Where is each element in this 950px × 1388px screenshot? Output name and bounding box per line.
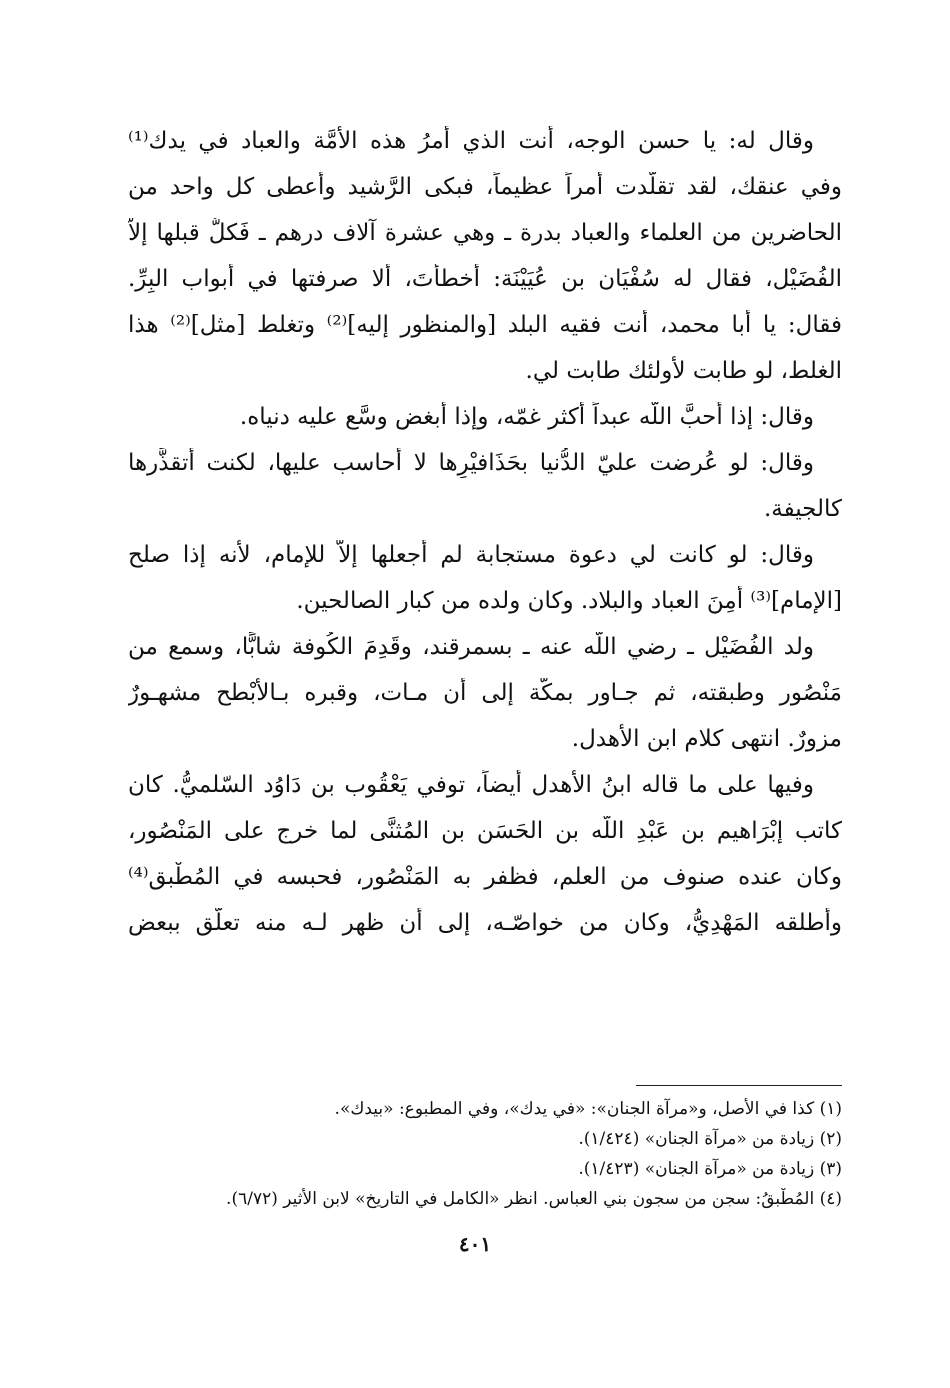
main-text [128,126,842,954]
text-line: الحاضرين من العلماء والعباد بدرة ـ وهي عشرة آلاف درهم ـ فَكلٌّ قبلها إلاّ [128,220,842,246]
footnote-divider [636,1085,842,1086]
footnote-3: (٣) زيادة من «مرآة الجنان» (١/٤٢٣). [578,1159,842,1179]
text-line: وأطلقه المَهْدِيُّ، وكان من خواصّـه، إلى أن ظهر لـه منه تعلّق ببعض [128,910,842,936]
footnotes [128,1098,842,1218]
footnote-4: (٤) المُطْبقُ: سجن من سجون بني العباس. انظر «الكامل في التاريخ» لابن الأثير (٦/٧٢). [226,1189,842,1209]
page-number: ٤٠١ [458,1232,492,1256]
text-line: وقال: إذا أحبَّ اللَّه عبداً أكثر غمّه، وإذا أبغض وسَّع عليه دنياه. [239,404,814,430]
footnote-1: (١) كذا في الأصل، و«مرآة الجنان»: «في يدك»، وفي المطبوع: «بيدك». [334,1099,842,1119]
text-line: كاتب إبْرَاهيم بن عَبْدِ اللَّه بن الحَسَن بن المُثنَّى لما خرج على المَنْصُور، [128,818,842,844]
text-line: وفي عنقك، لقد تقلَّدت أمراً عظيماً، فبكى الرَّشيد وأعطى كل واحد من [128,174,842,200]
text-line: ولد الفُضَيْل ـ رضي اللَّه عنه ـ بسمرقند، وقَدِمَ الكُوفة شابًّا، وسمع من [128,634,814,660]
text-line: وقال: لو عُرضت عليّ الدُّنيا بحَذَافيْرِها لا أُحاسب عليها، لكنت أتقذَّرها [128,450,814,476]
text-line: [الإمام]⁽³⁾ أمِنَ العباد والبلاد. وكان ولده من كبار الصالحين. [296,588,842,614]
text-line: مزورٌ. انتهى كلام ابن الأهدل. [571,726,842,752]
text-line: كالجيفة. [763,496,842,522]
text-line: وكان عنده صنوف من العلم، فظفر به المَنْصُور، فحبسه في المُطْبق⁽⁴⁾ [128,864,842,890]
text-line: وفيها على ما قاله ابنُ الأهدل أيضاً، توفي يَعْقُوب بن دَاوُد السّلميُّ. كان [128,772,814,798]
text-line: فقال: يا أبا محمد، أنت فقيه البلد [والمنظور إليه]⁽²⁾ وتغلط [مثل]⁽²⁾ هذا [128,312,842,338]
text-line: وقال: لو كانت لي دعوة مستجابة لم أجعلها إلاّ للإمام، لأنه إذا صلح [128,542,814,568]
footnote-2: (٢) زيادة من «مرآة الجنان» (١/٤٢٤). [578,1129,842,1149]
text-line: مَنْصُور وطبقته، ثم جـاور بمكَّة إلى أن مـات، وقبره بـالأَبْطح مشهـورٌ [128,680,842,706]
text-line: الغلط، لو طابت لأولئك طابت لي. [525,358,842,384]
text-line: وقال له: يا حسن الوجه، أنت الذي أمرُ هذه الأُمَّة والعباد في يدك⁽¹⁾ [128,128,814,154]
text-line: الفُضَيْل، فقال له سُفْيَان بن عُيَيْنَة: أخطأتَ، ألا صرفتها في أبواب البِرِّ. [128,266,842,292]
